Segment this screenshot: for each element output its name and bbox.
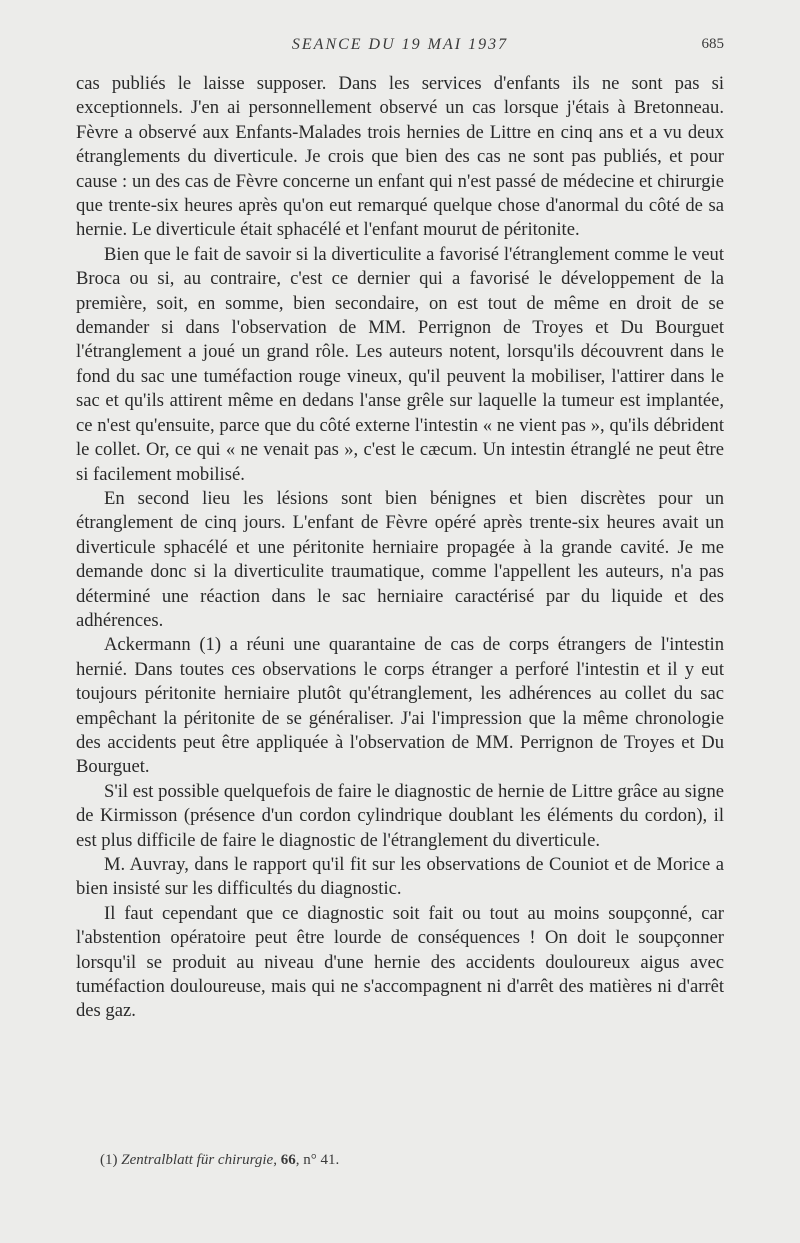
paragraph: cas publiés le laisse supposer. Dans les services d'enfants ils ne sont pas si exceptionnels. J'en ai personnellement observé un cas lorsque j'étais à Bretonneau. Fèvre a observé aux Enfants-Malades trois hernies de Littre en cinq ans et a vu deux étranglements du diverticule. Je crois que bien des cas ne sont pas publiés, et pour cause : un des cas de Fèvre concerne un enfant qui n'est passé de médecine et chirurgie que trente-six heures après qu'on eut remarqué quelque chose d'anormal du côté de sa hernie. Le diverticule était sphacélé et l'enfant mourut de péritonite. [76,73,724,241]
paragraph: En second lieu les lésions sont bien bénignes et bien discrètes pour un étranglement de cinq jours. L'enfant de Fèvre opéré après trente-six heures avait un diverticule sphacélé et une péritonite herniaire propagée à la grande cavité. Je me demande donc si la diverticulite traumatique, comme l'appellent les auteurs, n'a pas déterminé une réaction dans le sac herniaire caractérisé par du liquide et des adhérences. [76,487,724,631]
page-header [76,36,724,58]
footnote-issue: , n° 41. [295,1152,340,1168]
footnote-volume: 66 [280,1152,296,1168]
paragraph: Ackermann (1) a réuni une quarantaine de cas de corps étrangers de l'intestin hernié. Dans toutes ces observations le corps étranger a perforé l'intestin et il y eut toujours péritonite herniaire plutôt qu'étranglement, les adhérences au collet du sac empêchant la péritonite de se généraliser. J'ai l'impression que la même chronologie des accidents peut être appliquée à l'observation de MM. Perrignon de Troyes et Du Bourguet. [76,634,724,778]
paragraph: S'il est possible quelquefois de faire le diagnostic de hernie de Littre grâce au signe de Kirmisson (présence d'un cordon cylindrique doublant les éléments du cordon), il est plus difficile de faire le diagnostic de l'étranglement du diverticule. [76,780,724,851]
body-text [76,72,724,1024]
footnote-separator: , [273,1152,277,1168]
footnote-marker: (1) [100,1152,118,1168]
paragraph: Bien que le fait de savoir si la diverticulite a favorisé l'étranglement comme le veut Broca ou si, au contraire, c'est ce dernier qui a favorisé le développement de la première, soit, en somme, bien secondaire, on est tout de même en droit de se demander si dans l'observation de MM. Perrignon de Troyes et Du Bourguet l'étranglement a joué un grand rôle. Les auteurs notent, lorsqu'ils découvrent dans le fond du sac une tuméfaction rouge vineux, qu'il peuvent la mobiliser, l'attirer dans le sac et qu'ils attirent même en dedans l'anse grêle sur laquelle la tumeur est implantée, ce n'est qu'ensuite, parce que du côté externe l'intestin « ne vient pas », qu'ils débrident le collet. Or, ce qui « ne venait pas », c'est le cæcum. Un intestin étranglé ne peut être si facilement mobilisé. [76,243,724,485]
running-title: SEANCE DU 19 MAI 1937 [291,36,509,53]
footnote [100,1150,720,1170]
page-number: 685 [701,36,724,52]
footnote-journal: Zentralblatt für chirurgie [121,1152,274,1168]
paragraph: Il faut cependant que ce diagnostic soit fait ou tout au moins soupçonné, car l'abstention opératoire peut être lourde de conséquences ! On doit le soupçonner lorsqu'il se produit au niveau d'une hernie des accidents douloureux aigus avec tuméfaction douloureuse, mais qui ne s'accompagnent ni d'arrêt des matières ni d'arrêt des gaz. [76,902,724,1022]
paragraph: M. Auvray, dans le rapport qu'il fit sur les observations de Couniot et de Morice a bien insisté sur les difficultés du diagnostic. [76,854,724,900]
